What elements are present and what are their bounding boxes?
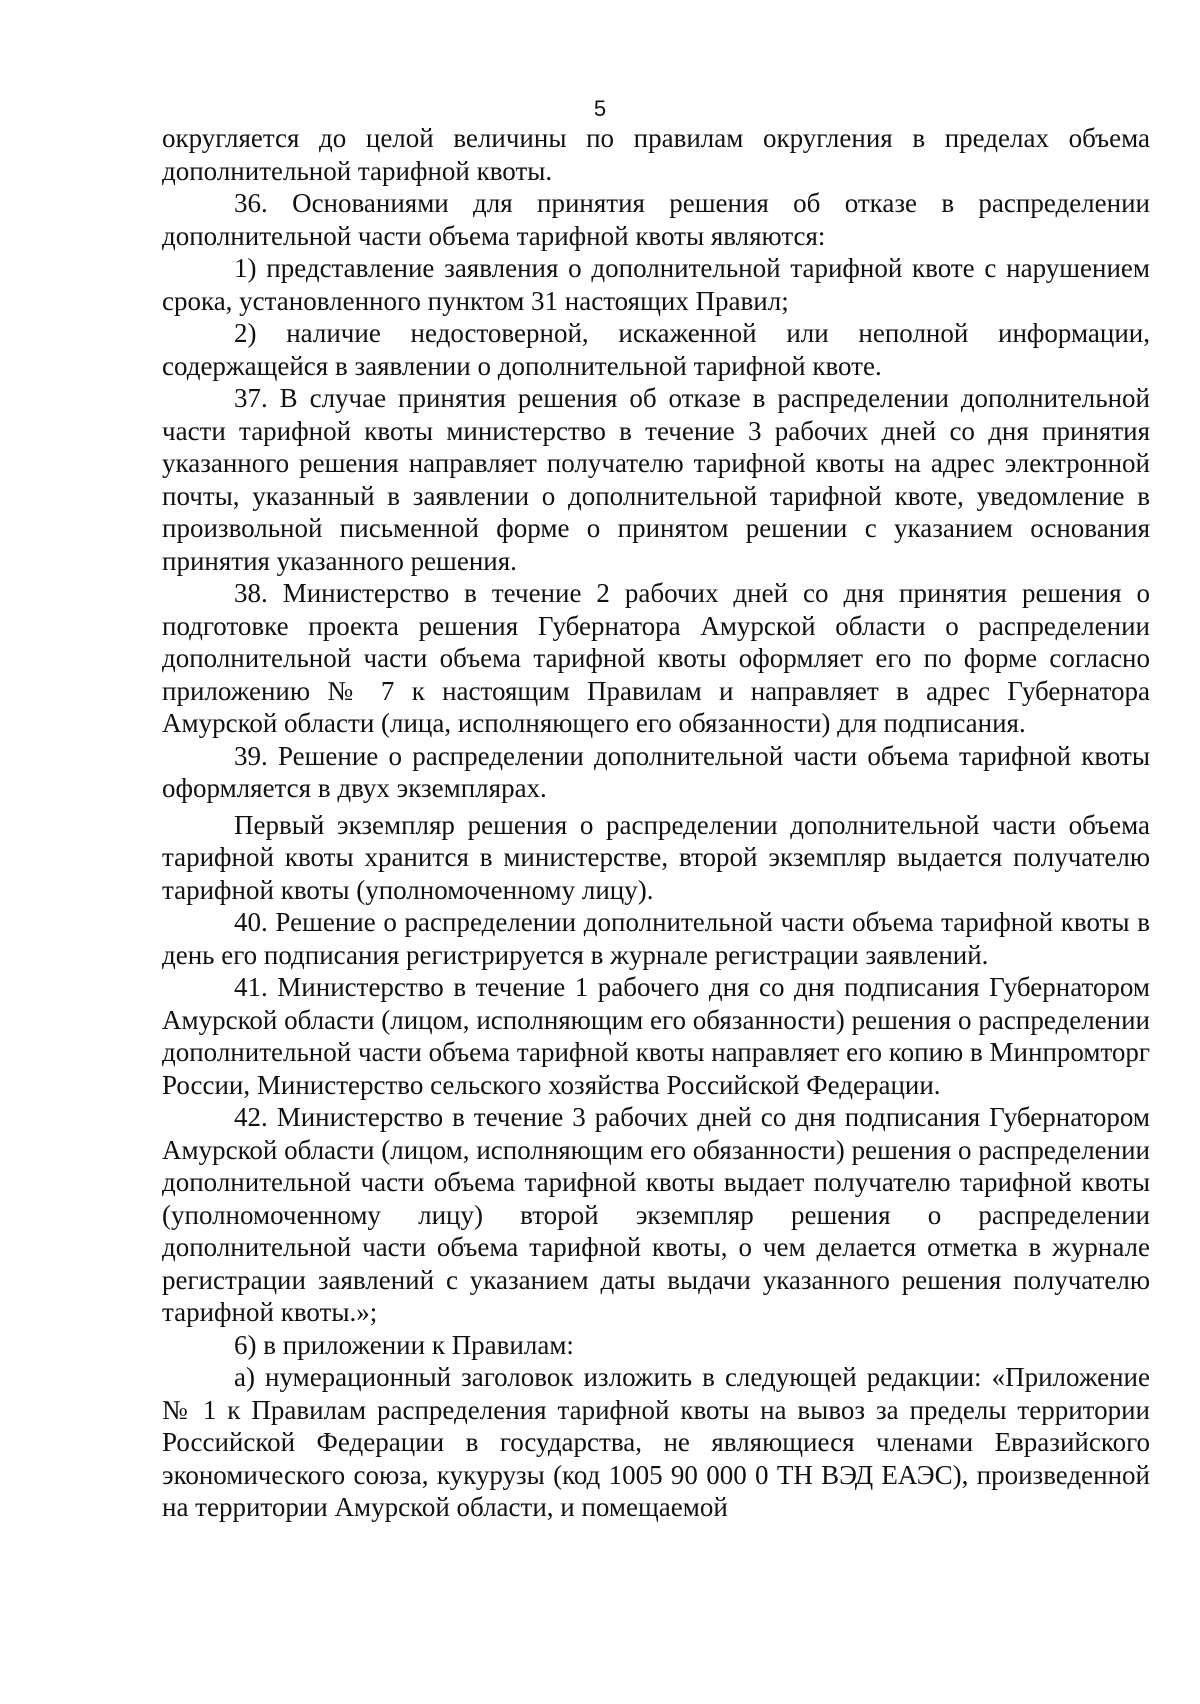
paragraph-40: 40. Решение о распределении дополнительной части объема тарифной квоты в день его подписания регистрируется в журнале регистрации заявлений. bbox=[162, 907, 1150, 970]
paragraph-39-copies: Первый экземпляр решения о распределении дополнительной части объема тарифной квоты хранится в министерстве, второй экземпляр выдается получателю тарифной квоты (уполномоченному лицу). bbox=[162, 809, 1150, 905]
paragraph-36-item-1: 1) представление заявления о дополнительной тарифной квоте с нарушением срока, установленного пунктом 31 настоящих Правил; bbox=[162, 253, 1150, 316]
paragraph-42: 42. Министерство в течение 3 рабочих дней со дня подписания Губернатором Амурской области (лицом, исполняющим его обязанности) решения о распределении дополнительной части объема тарифной квоты выдает получателю тарифной квоты (уполномоченному лицу) второй экземпляр решения о распределении дополнительной части объема тарифной квоты, о чем делается отметка в журнале регистрации заявлений с указанием даты выдачи указанного решения получателю тарифной квоты.»; bbox=[162, 1102, 1150, 1327]
paragraph-38: 38. Министерство в течение 2 рабочих дней со дня принятия решения о подготовке проекта решения Губернатора Амурской области о распределении дополнительной части объема тарифной квоты оформляет его по форме согласно приложению № 7 к настоящим Правилам и направляет в адрес Губернатора Амурской области (лица, исполняющего его обязанности) для подписания. bbox=[162, 578, 1150, 738]
paragraph-36: 36. Основаниями для принятия решения об отказе в распределении дополнительной части объема тарифной квоты являются: bbox=[162, 188, 1150, 251]
page-number: 5 bbox=[593, 96, 607, 121]
subsection-6: 6) в приложении к Правилам: bbox=[234, 1329, 574, 1360]
paragraph-41: 41. Министерство в течение 1 рабочего дня со дня подписания Губернатором Амурской области (лицом, исполняющим его обязанности) решения о распределении дополнительной части объема тарифной квоты направляет его копию в Минпромторг России, Министерство сельского хозяйства Российской Федерации. bbox=[162, 972, 1150, 1100]
paragraph-continuation: округляется до целой величины по правилам округления в пределах объема дополнительной тарифной квоты. bbox=[162, 123, 1150, 186]
paragraph-37: 37. В случае принятия решения об отказе в распределении дополнительной части тарифной квоты министерство в течение 3 рабочих дней со дня принятия указанного решения направляет получателю тарифной квоты на адрес электронной почты, указанный в заявлении о дополнительной тарифной квоте, уведомление в произвольной письменной форме о принятом решении с указанием основания принятия указанного решения. bbox=[162, 383, 1150, 576]
paragraph-36-item-2: 2) наличие недостоверной, искаженной или неполной информации, содержащейся в заявлении о дополнительной тарифной квоте. bbox=[162, 318, 1150, 381]
subsection-6-item-a: а) нумерационный заголовок изложить в следующей редакции: «Приложение № 1 к Правилам распределения тарифной квоты на вывоз за пределы территории Российской Федерации в государства, не являющиеся членами Евразийского экономического союза, кукурузы (код 1005 90 000 0 ТН ВЭД ЕАЭС), произведенной на территории Амурской области, и помещаемой bbox=[162, 1362, 1150, 1522]
document-body bbox=[162, 122, 1150, 1524]
paragraph-39: 39. Решение о распределении дополнительной части объема тарифной квоты оформляется в двух экземплярах. bbox=[162, 740, 1150, 803]
